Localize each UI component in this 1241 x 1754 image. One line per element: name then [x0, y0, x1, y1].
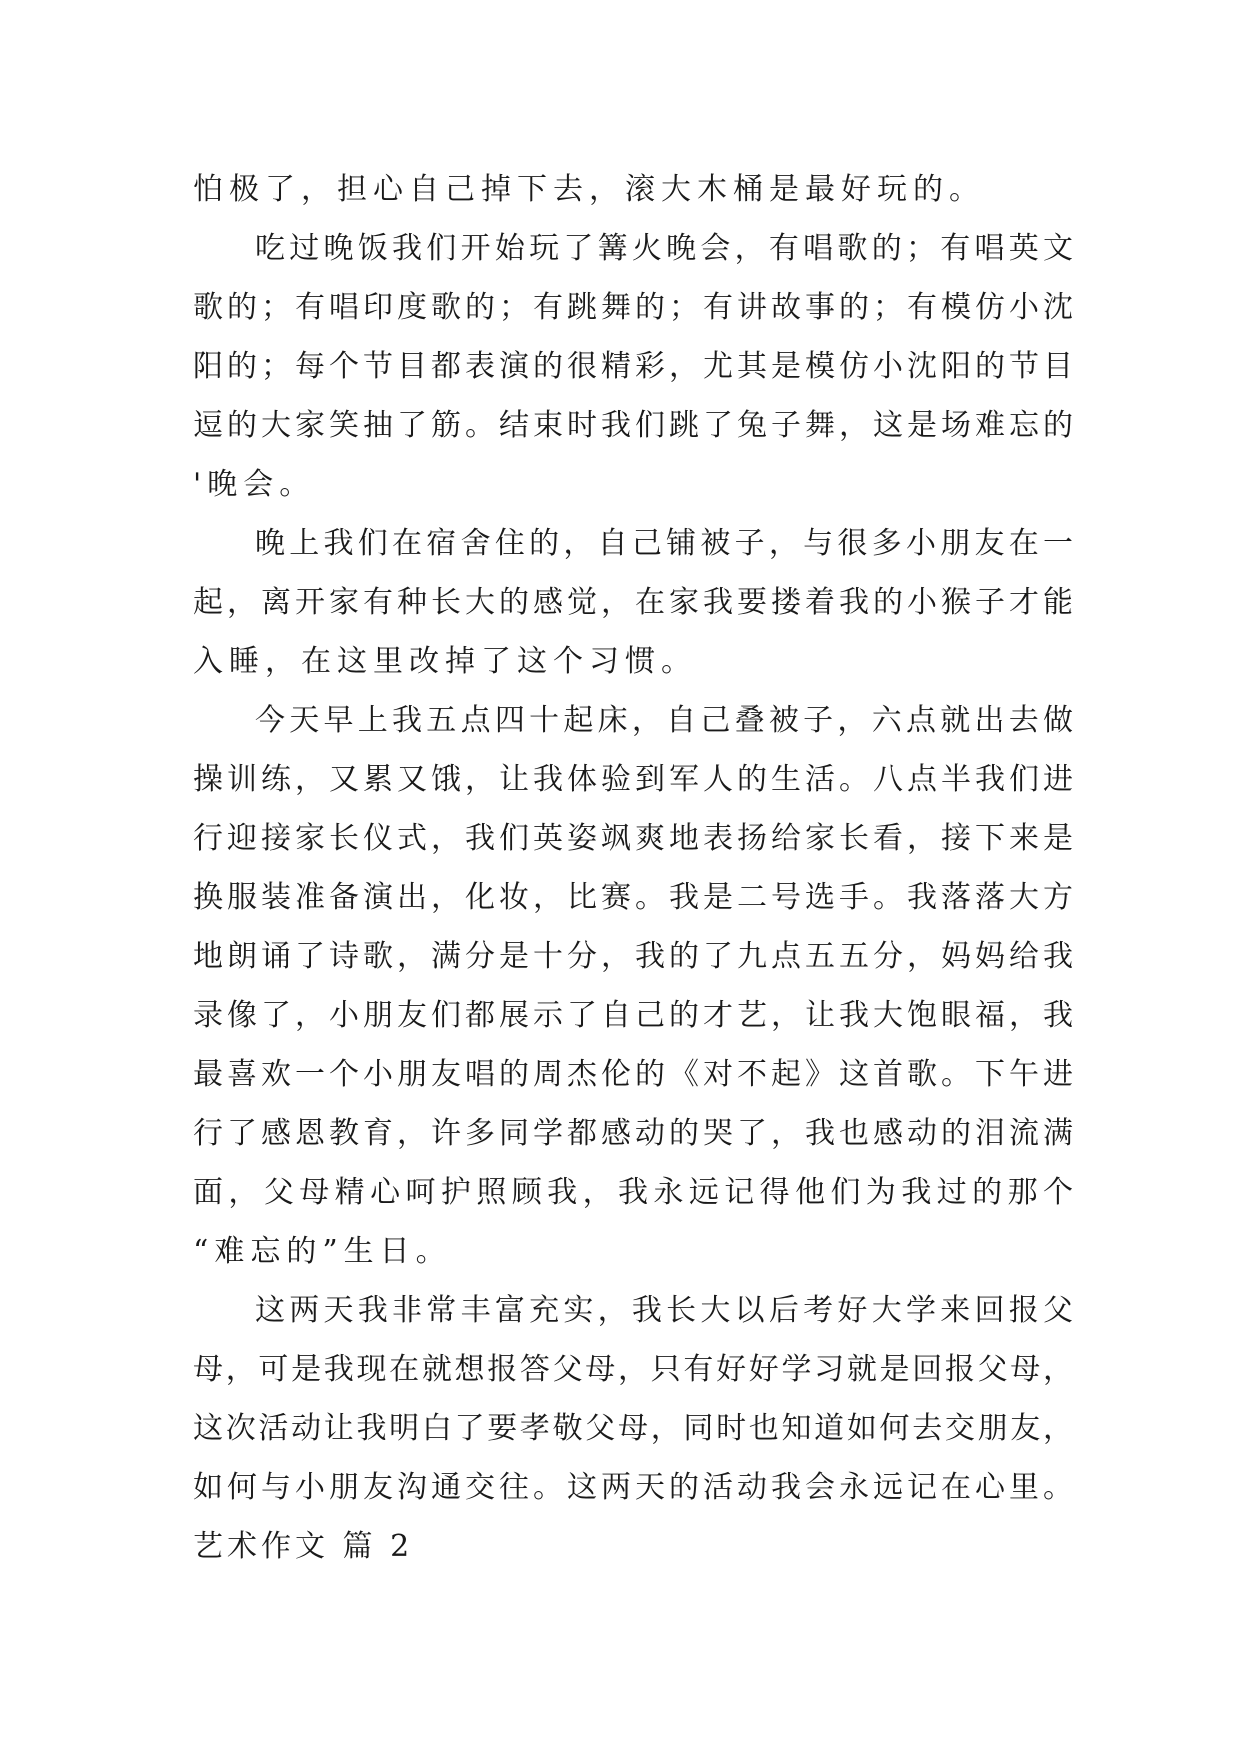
paragraph-start-line: 晚上我们在宿舍住的，自己铺被子，与很多小朋友在一: [255, 526, 1073, 561]
text-line: 逗的大家笑抽了筋。结束时我们跳了兔子舞，这是场难忘的: [193, 408, 1073, 443]
document-body: [193, 160, 1073, 1576]
text-line: 阳的；每个节目都表演的很精彩，尤其是模仿小沈阳的节目: [193, 349, 1073, 384]
text-line: 行了感恩教育，许多同学都感动的哭了，我也感动的泪流满: [193, 1116, 1073, 1151]
section-heading: 艺术作文 篇 2: [193, 1529, 414, 1564]
text-line: 面，父母精心呵护照顾我，我永远记得他们为我过的那个: [193, 1175, 1073, 1210]
text-line: 入睡，在这里改掉了这个习惯。: [193, 644, 697, 679]
text-line: 最喜欢一个小朋友唱的周杰伦的《对不起》这首歌。下午进: [193, 1057, 1073, 1092]
paragraph-start-line: 这两天我非常丰富充实，我长大以后考好大学来回报父: [255, 1293, 1073, 1328]
text-line: 这次活动让我明白了要孝敬父母，同时也知道如何去交朋友，: [193, 1411, 1073, 1446]
paragraph-start-line: 今天早上我五点四十起床，自己叠被子，六点就出去做: [255, 703, 1073, 738]
text-line: “难忘的”生日。: [193, 1234, 452, 1269]
text-line: 如何与小朋友沟通交往。这两天的活动我会永远记在心里。: [193, 1470, 1073, 1505]
text-line: 操训练，又累又饿，让我体验到军人的生活。八点半我们进: [193, 762, 1073, 797]
text-line: 换服装准备演出，化妆，比赛。我是二号选手。我落落大方: [193, 880, 1073, 915]
text-line: 录像了，小朋友们都展示了自己的才艺，让我大饱眼福，我: [193, 998, 1073, 1033]
text-line: 地朗诵了诗歌，满分是十分，我的了九点五五分，妈妈给我: [193, 939, 1073, 974]
paragraph-start-line: 吃过晚饭我们开始玩了篝火晚会，有唱歌的；有唱英文: [255, 231, 1073, 266]
text-line: 怕极了，担心自己掉下去，滚大木桶是最好玩的。: [193, 172, 985, 207]
text-line: '晚会。: [193, 467, 316, 502]
text-line: 歌的；有唱印度歌的；有跳舞的；有讲故事的；有模仿小沈: [193, 290, 1073, 325]
text-line: 母，可是我现在就想报答父母，只有好好学习就是回报父母，: [193, 1352, 1073, 1387]
text-line: 起，离开家有种长大的感觉，在家我要搂着我的小猴子才能: [193, 585, 1073, 620]
text-line: 行迎接家长仪式，我们英姿飒爽地表扬给家长看，接下来是: [193, 821, 1073, 856]
